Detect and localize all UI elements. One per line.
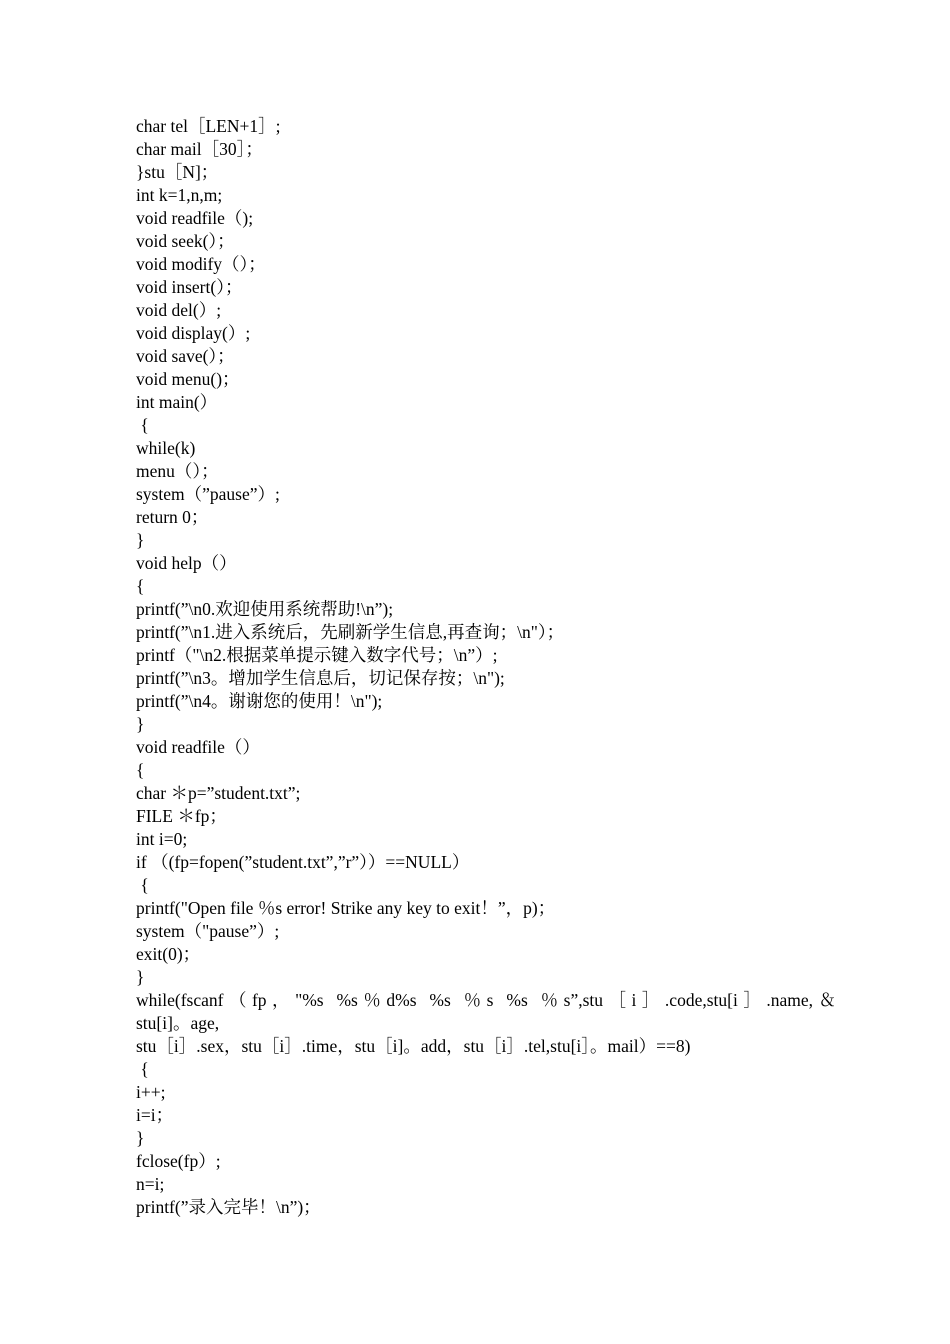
code-line: } [136, 1128, 145, 1148]
code-line: char ＊p=”student.txt”; [136, 783, 301, 803]
code-line: stu［i］.sex，stu［i］.time，stu［i]。add，stu［i］.tel,stu[i］。mail）==8) [136, 1036, 691, 1056]
code-line: i=i； [136, 1105, 174, 1125]
code-line: printf（"\n2.根据菜单提示键入数字代号；\n”）; [136, 645, 498, 665]
code-line: void display(）; [136, 323, 251, 343]
code-line: printf(”\n4。谢谢您的使用！\n"); [136, 691, 383, 711]
code-line: system（"pause”）; [136, 921, 280, 941]
code-line: printf("Open file ％s error! Strike any key to exit！”，p)； [136, 898, 556, 918]
code-line: stu[i]。age, [136, 1013, 220, 1033]
code-line: void insert(）； [136, 277, 243, 297]
code-line: printf(”\n3。增加学生信息后，切记保存按；\n"); [136, 668, 505, 688]
code-line: } [136, 967, 145, 987]
code-line: if （(fp=fopen(”student.txt”,”r”））==NULL） [136, 852, 470, 872]
code-line: return 0； [136, 507, 209, 527]
code-line: printf(”录入完毕！\n”)； [136, 1197, 321, 1217]
code-line: void menu()； [136, 369, 240, 389]
code-line: n=i; [136, 1174, 165, 1194]
code-line: i++; [136, 1082, 166, 1102]
code-line: void readfile（） [136, 737, 260, 757]
code-line: { [136, 576, 145, 596]
code-line: { [136, 1059, 149, 1079]
code-line: } [136, 530, 145, 550]
code-line: fclose(fp）; [136, 1151, 221, 1171]
code-line: char tel［LEN+1］; [136, 116, 281, 136]
code-line: }stu［N]； [136, 162, 219, 182]
code-line: FILE ＊fp； [136, 806, 227, 826]
code-line: void modify（）； [136, 254, 266, 274]
code-line: int main(） [136, 392, 218, 412]
code-line: system（”pause”）; [136, 484, 280, 504]
code-line: { [136, 875, 149, 895]
code-line: while(k) [136, 438, 196, 458]
code-line: } [136, 714, 145, 734]
code-listing [136, 115, 836, 1219]
code-line: void help（） [136, 553, 237, 573]
code-line: char mail［30］； [136, 139, 263, 159]
code-line: void readfile（); [136, 208, 254, 228]
code-line: { [136, 415, 149, 435]
code-line: int i=0; [136, 829, 188, 849]
code-line: exit(0)； [136, 944, 201, 964]
code-line: menu（）； [136, 461, 219, 481]
code-line: printf(”\n0.欢迎使用系统帮助!\n”); [136, 599, 394, 619]
code-line: { [136, 760, 145, 780]
code-line: void seek(）； [136, 231, 235, 251]
code-line: void del(）; [136, 300, 222, 320]
code-line: int k=1,n,m; [136, 185, 223, 205]
code-line: void save(）； [136, 346, 235, 366]
code-line: printf(”\n1.进入系统后，先刷新学生信息,再查询；\n"）； [136, 622, 565, 642]
code-line: while(fscanf（fp，"%s %s％d%s %s ％s %s ％s”,stu［i］.code,stu[i］.name,＆ [136, 990, 836, 1010]
